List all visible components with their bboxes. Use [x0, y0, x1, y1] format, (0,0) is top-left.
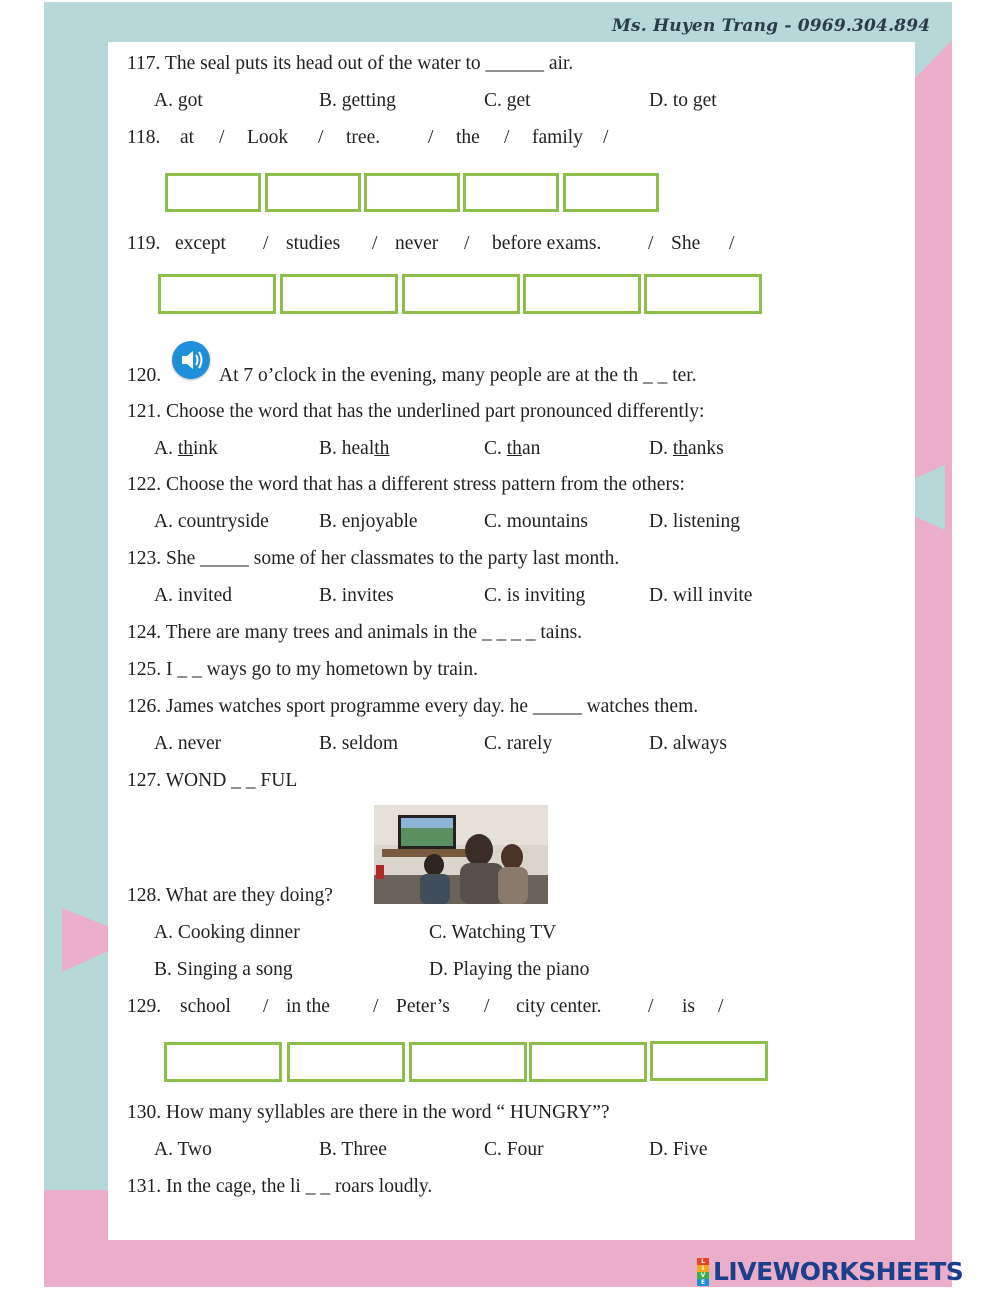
option-128-d[interactable]: D. Playing the piano — [429, 959, 590, 980]
option-126-d[interactable]: D. always — [649, 733, 727, 754]
option-123-b[interactable]: B. invites — [319, 585, 394, 606]
separator: / — [484, 996, 490, 1017]
question-118-number: 118. — [127, 127, 161, 148]
audio-speaker-button[interactable] — [172, 341, 210, 379]
answer-box-118-4[interactable] — [463, 173, 559, 212]
option-130-a[interactable]: A. Two — [154, 1139, 212, 1160]
separator: / — [263, 996, 269, 1017]
separator: / — [648, 233, 654, 254]
underlined-part: th — [374, 438, 390, 459]
answer-box-119-5[interactable] — [644, 274, 762, 314]
logo-mark-icon — [697, 1258, 709, 1284]
option-label: C. — [484, 438, 507, 459]
option-121-a[interactable] — [154, 437, 218, 461]
option-130-c[interactable]: C. Four — [484, 1139, 544, 1160]
word-chip: the — [456, 127, 480, 148]
underlined-part: th — [672, 438, 689, 459]
word-chip: city center. — [516, 996, 602, 1017]
separator: / — [603, 127, 609, 148]
option-121-d[interactable] — [649, 437, 724, 461]
word-chip: except — [175, 233, 226, 254]
option-122-b[interactable]: B. enjoyable — [319, 511, 418, 532]
logo-letter: L — [697, 1258, 709, 1265]
option-122-d[interactable]: D. listening — [649, 511, 740, 532]
separator: / — [648, 996, 654, 1017]
option-label: D. — [649, 438, 673, 459]
option-130-b[interactable]: B. Three — [319, 1139, 387, 1160]
question-124: 124. There are many trees and animals in the _ _ _ _ tains. — [127, 622, 583, 643]
word-chip: studies — [286, 233, 341, 254]
separator: / — [372, 233, 378, 254]
option-123-d[interactable]: D. will invite — [649, 585, 753, 606]
separator: / — [428, 127, 434, 148]
option-128-b[interactable]: B. Singing a song — [154, 959, 293, 980]
answer-box-119-4[interactable] — [523, 274, 641, 314]
word-chip: in the — [286, 996, 330, 1017]
option-121-c[interactable] — [484, 437, 540, 461]
family-watching-tv-photo — [374, 805, 548, 904]
word-chip: is — [682, 996, 696, 1017]
question-130: 130. How many syllables are there in the word “ HUNGRY”? — [127, 1102, 610, 1123]
word-chip: Peter’s — [396, 996, 450, 1017]
option-117-d[interactable]: D. to get — [649, 90, 717, 111]
question-120-number: 120. — [127, 365, 162, 386]
word-chip: school — [180, 996, 231, 1017]
answer-box-118-1[interactable] — [165, 173, 261, 212]
teacher-header: Ms. Huyen Trang - 0969.304.894 — [612, 16, 931, 36]
logo-letter: I — [697, 1265, 709, 1272]
answer-box-118-3[interactable] — [364, 173, 460, 212]
word-rest: anks — [688, 438, 724, 459]
word-rest: ink — [193, 438, 218, 459]
word-chip: She — [671, 233, 701, 254]
word-chip: tree. — [346, 127, 381, 148]
answer-box-129-2[interactable] — [287, 1042, 405, 1082]
question-120-text: At 7 o’clock in the evening, many people are at the th _ _ ter. — [219, 365, 697, 386]
answer-box-118-5[interactable] — [563, 173, 659, 212]
question-122: 122. Choose the word that has a different stress pattern from the others: — [127, 474, 685, 495]
underlined-part: th — [177, 438, 194, 459]
underlined-part: th — [506, 438, 522, 459]
question-117: 117. The seal puts its head out of the water to ______ air. — [127, 53, 574, 74]
option-126-b[interactable]: B. seldom — [319, 733, 399, 754]
separator: / — [373, 996, 379, 1017]
separator: / — [263, 233, 269, 254]
answer-box-129-5[interactable] — [650, 1041, 768, 1081]
question-127: 127. WOND _ _ FUL — [127, 770, 298, 791]
answer-box-129-3[interactable] — [409, 1042, 527, 1082]
separator: / — [318, 127, 324, 148]
option-123-c[interactable]: C. is inviting — [484, 585, 586, 606]
option-128-a[interactable]: A. Cooking dinner — [154, 922, 300, 943]
option-123-a[interactable]: A. invited — [154, 585, 232, 606]
logo-letter: E — [697, 1279, 709, 1286]
option-128-c[interactable]: C. Watching TV — [429, 922, 557, 943]
option-117-b[interactable]: B. getting — [319, 90, 396, 111]
separator: / — [718, 996, 724, 1017]
question-121: 121. Choose the word that has the underlined part pronounced differently: — [127, 401, 705, 422]
separator: / — [219, 127, 225, 148]
answer-box-129-4[interactable] — [529, 1042, 647, 1082]
option-122-c[interactable]: C. mountains — [484, 511, 589, 532]
option-126-a[interactable]: A. never — [154, 733, 222, 754]
answer-box-129-1[interactable] — [164, 1042, 282, 1082]
option-122-a[interactable]: A. countryside — [154, 511, 269, 532]
separator: / — [464, 233, 470, 254]
question-126: 126. James watches sport programme every day. he _____ watches them. — [127, 696, 699, 717]
word-chip: family — [532, 127, 583, 148]
logo-letter: V — [697, 1272, 709, 1279]
speaker-icon — [172, 341, 210, 379]
question-125: 125. I _ _ ways go to my hometown by train. — [127, 659, 478, 680]
answer-box-118-2[interactable] — [265, 173, 361, 212]
word-chip: before exams. — [492, 233, 602, 254]
word-chip: at — [180, 127, 195, 148]
question-129-number: 129. — [127, 996, 162, 1017]
option-117-c[interactable]: C. get — [484, 90, 531, 111]
separator: / — [504, 127, 510, 148]
question-128: 128. What are they doing? — [127, 885, 333, 906]
question-123: 123. She _____ some of her classmates to the party last month. — [127, 548, 620, 569]
option-117-a[interactable]: A. got — [154, 90, 203, 111]
option-label: B. heal — [319, 438, 375, 459]
option-130-d[interactable]: D. Five — [649, 1139, 708, 1160]
question-119-number: 119. — [127, 233, 161, 254]
option-label: A. — [154, 438, 178, 459]
answer-box-119-2[interactable] — [280, 274, 398, 314]
logo-text: LIVEWORKSHEETS — [713, 1256, 964, 1286]
word-chip: Look — [247, 127, 289, 148]
option-121-b[interactable] — [319, 437, 389, 461]
question-131: 131. In the cage, the li _ _ roars loudly. — [127, 1176, 433, 1197]
option-126-c[interactable]: C. rarely — [484, 733, 553, 754]
liveworksheets-logo — [697, 1256, 963, 1286]
answer-box-119-1[interactable] — [158, 274, 276, 314]
word-rest: an — [521, 438, 541, 459]
answer-box-119-3[interactable] — [402, 274, 520, 314]
separator: / — [729, 233, 735, 254]
word-chip: never — [395, 233, 439, 254]
